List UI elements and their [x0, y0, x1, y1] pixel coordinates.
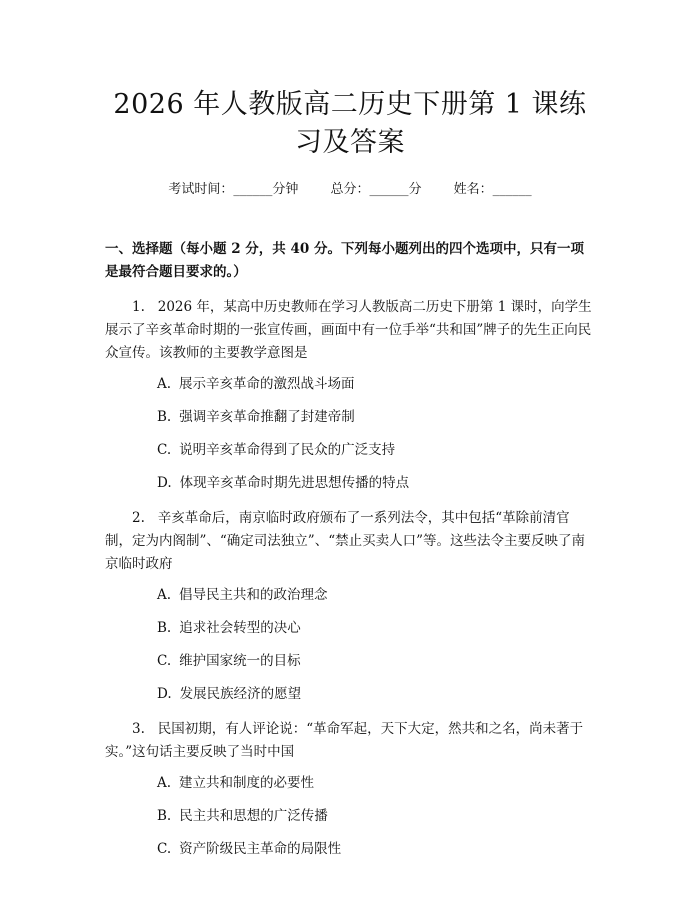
option-text: 建立共和制度的必要性: [179, 775, 315, 791]
option-c: [105, 650, 595, 673]
option-text: 发展民族经济的愿望: [179, 686, 302, 702]
option-letter: B.: [157, 808, 172, 824]
option-text: 资产阶级民主革命的局限性: [179, 841, 342, 857]
student-name-field: 姓名：______: [453, 182, 532, 197]
question-3: [105, 718, 595, 861]
option-letter: B.: [157, 620, 172, 636]
option-a: [105, 373, 595, 396]
question-stem: 3. 民国初期，有人评论说：“革命军起，天下大定，然共和之名，尚未著于实。”这句话主要反映了当时中国: [105, 721, 584, 760]
option-b: [105, 617, 595, 640]
option-d: [105, 683, 595, 706]
total-score-field: 总分：______分: [330, 182, 422, 197]
option-list: [105, 584, 595, 706]
exam-time-field: 考试时间：______分钟: [168, 182, 299, 197]
option-c: [105, 838, 595, 861]
option-a: [105, 772, 595, 795]
section-heading: 一、选择题（每小题 2 分，共 40 分。下列每小题列出的四个选项中，只有一项是最符合题目要求的。）: [105, 241, 584, 280]
option-c: [105, 439, 595, 462]
option-a: [105, 584, 595, 607]
option-letter: C.: [157, 653, 172, 669]
option-letter: D.: [157, 475, 172, 491]
option-text: 倡导民主共和的政治理念: [179, 587, 328, 603]
option-b: [105, 406, 595, 429]
option-text: 说明辛亥革命得到了民众的广泛支持: [179, 442, 396, 458]
option-letter: C.: [157, 841, 172, 857]
option-text: 强调辛亥革命推翻了封建帝制: [179, 409, 355, 425]
option-letter: A.: [157, 376, 172, 392]
option-text: 展示辛亥革命的激烈战斗场面: [179, 376, 355, 392]
option-list: [105, 772, 595, 861]
option-letter: B.: [157, 409, 172, 425]
question-2: [105, 507, 595, 706]
option-letter: C.: [157, 442, 172, 458]
option-text: 追求社会转型的决心: [179, 620, 301, 636]
option-letter: A.: [157, 775, 172, 791]
option-text: 体现辛亥革命时期先进思想传播的特点: [179, 475, 410, 491]
question-stem: 2. 辛亥革命后，南京临时政府颁布了一系列法令，其中包括“革除前清官制，定为内阁制”、“确定司法独立”、“禁止买卖人口”等。这些法令主要反映了南京临时政府: [105, 510, 586, 572]
question-1: [105, 296, 595, 495]
option-list: [105, 373, 595, 495]
option-b: [105, 805, 595, 828]
question-stem: 1. 2026 年，某高中历史教师在学习人教版高二历史下册第 1 课时，向学生展示了辛亥革命时期的一张宣传画，画面中有一位手举“共和国”牌子的先生正向民众宣传。该教师的主要教学意图是: [105, 299, 592, 361]
option-letter: A.: [157, 587, 172, 603]
exam-info-line: [105, 180, 595, 200]
document-title: 2026 年人教版高二历史下册第 1 课练习及答案: [113, 89, 587, 158]
option-text: 维护国家统一的目标: [179, 653, 301, 669]
option-letter: D.: [157, 686, 172, 702]
option-d: [105, 472, 595, 495]
option-text: 民主共和思想的广泛传播: [179, 808, 328, 824]
